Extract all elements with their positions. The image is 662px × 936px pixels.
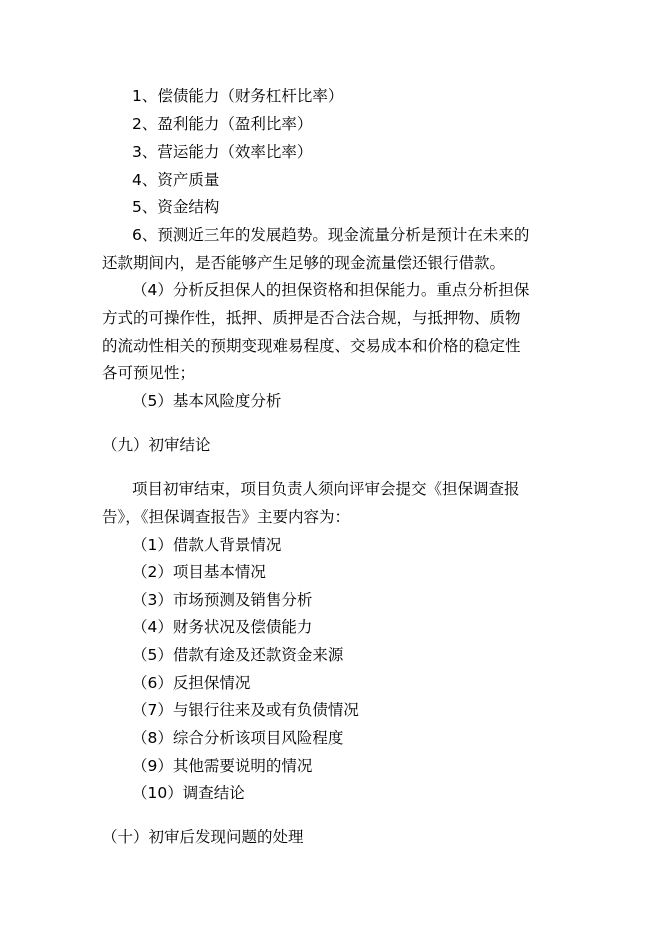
analysis-item: 2、盈利能力（盈利比率） [132,115,313,133]
section-heading: （十）初审后发现问题的处理 [102,828,304,846]
report-content-item: （2）项目基本情况 [132,563,266,581]
para5-line: （5）基本风险度分析 [132,392,282,410]
analysis-item: 5、资金结构 [132,198,220,216]
report-content-item: （9）其他需要说明的情况 [132,757,313,775]
analysis-item: 3、营运能力（效率比率） [132,143,313,161]
report-content-item: （8）综合分析该项目风险程度 [132,729,344,747]
para4-line: 方式的可操作性，抵押、质押是否合法合规，与抵押物、质物 [102,309,521,327]
para4-line: 各可预见性； [102,364,196,382]
report-content-item: （4）财务状况及偿债能力 [132,618,313,636]
item6-line: 还款期间内，是否能够产生足够的现金流量偿还银行借款。 [102,254,506,272]
report-content-item: （1）借款人背景情况 [132,536,282,554]
analysis-item: 4、资产质量 [132,171,220,189]
section-heading: （九）初审结论 [102,436,211,454]
para4-line: （4）分析反担保人的担保资格和担保能力。重点分析担保 [132,281,530,299]
para4-line: 的流动性相关的预期变现难易程度、交易成本和价格的稳定性 [102,337,521,355]
report-content-item: （10）调查结论 [132,784,245,802]
report-content-item: （3）市场预测及销售分析 [132,591,313,609]
section9-intro-line: 告》，《担保调查报告》主要内容为： [102,508,351,526]
report-content-item: （7）与银行往来及或有负债情况 [132,701,359,719]
report-content-item: （5）借款有途及还款资金来源 [132,646,344,664]
item6-line: 6、预测近三年的发展趋势。现金流量分析是预计在未来的 [132,226,530,244]
report-content-item: （6）反担保情况 [132,674,251,692]
section9-intro-line: 项目初审结束，项目负责人须向评审会提交《担保调查报 [132,480,520,498]
analysis-item: 1、偿债能力（财务杠杆比率） [132,87,344,105]
